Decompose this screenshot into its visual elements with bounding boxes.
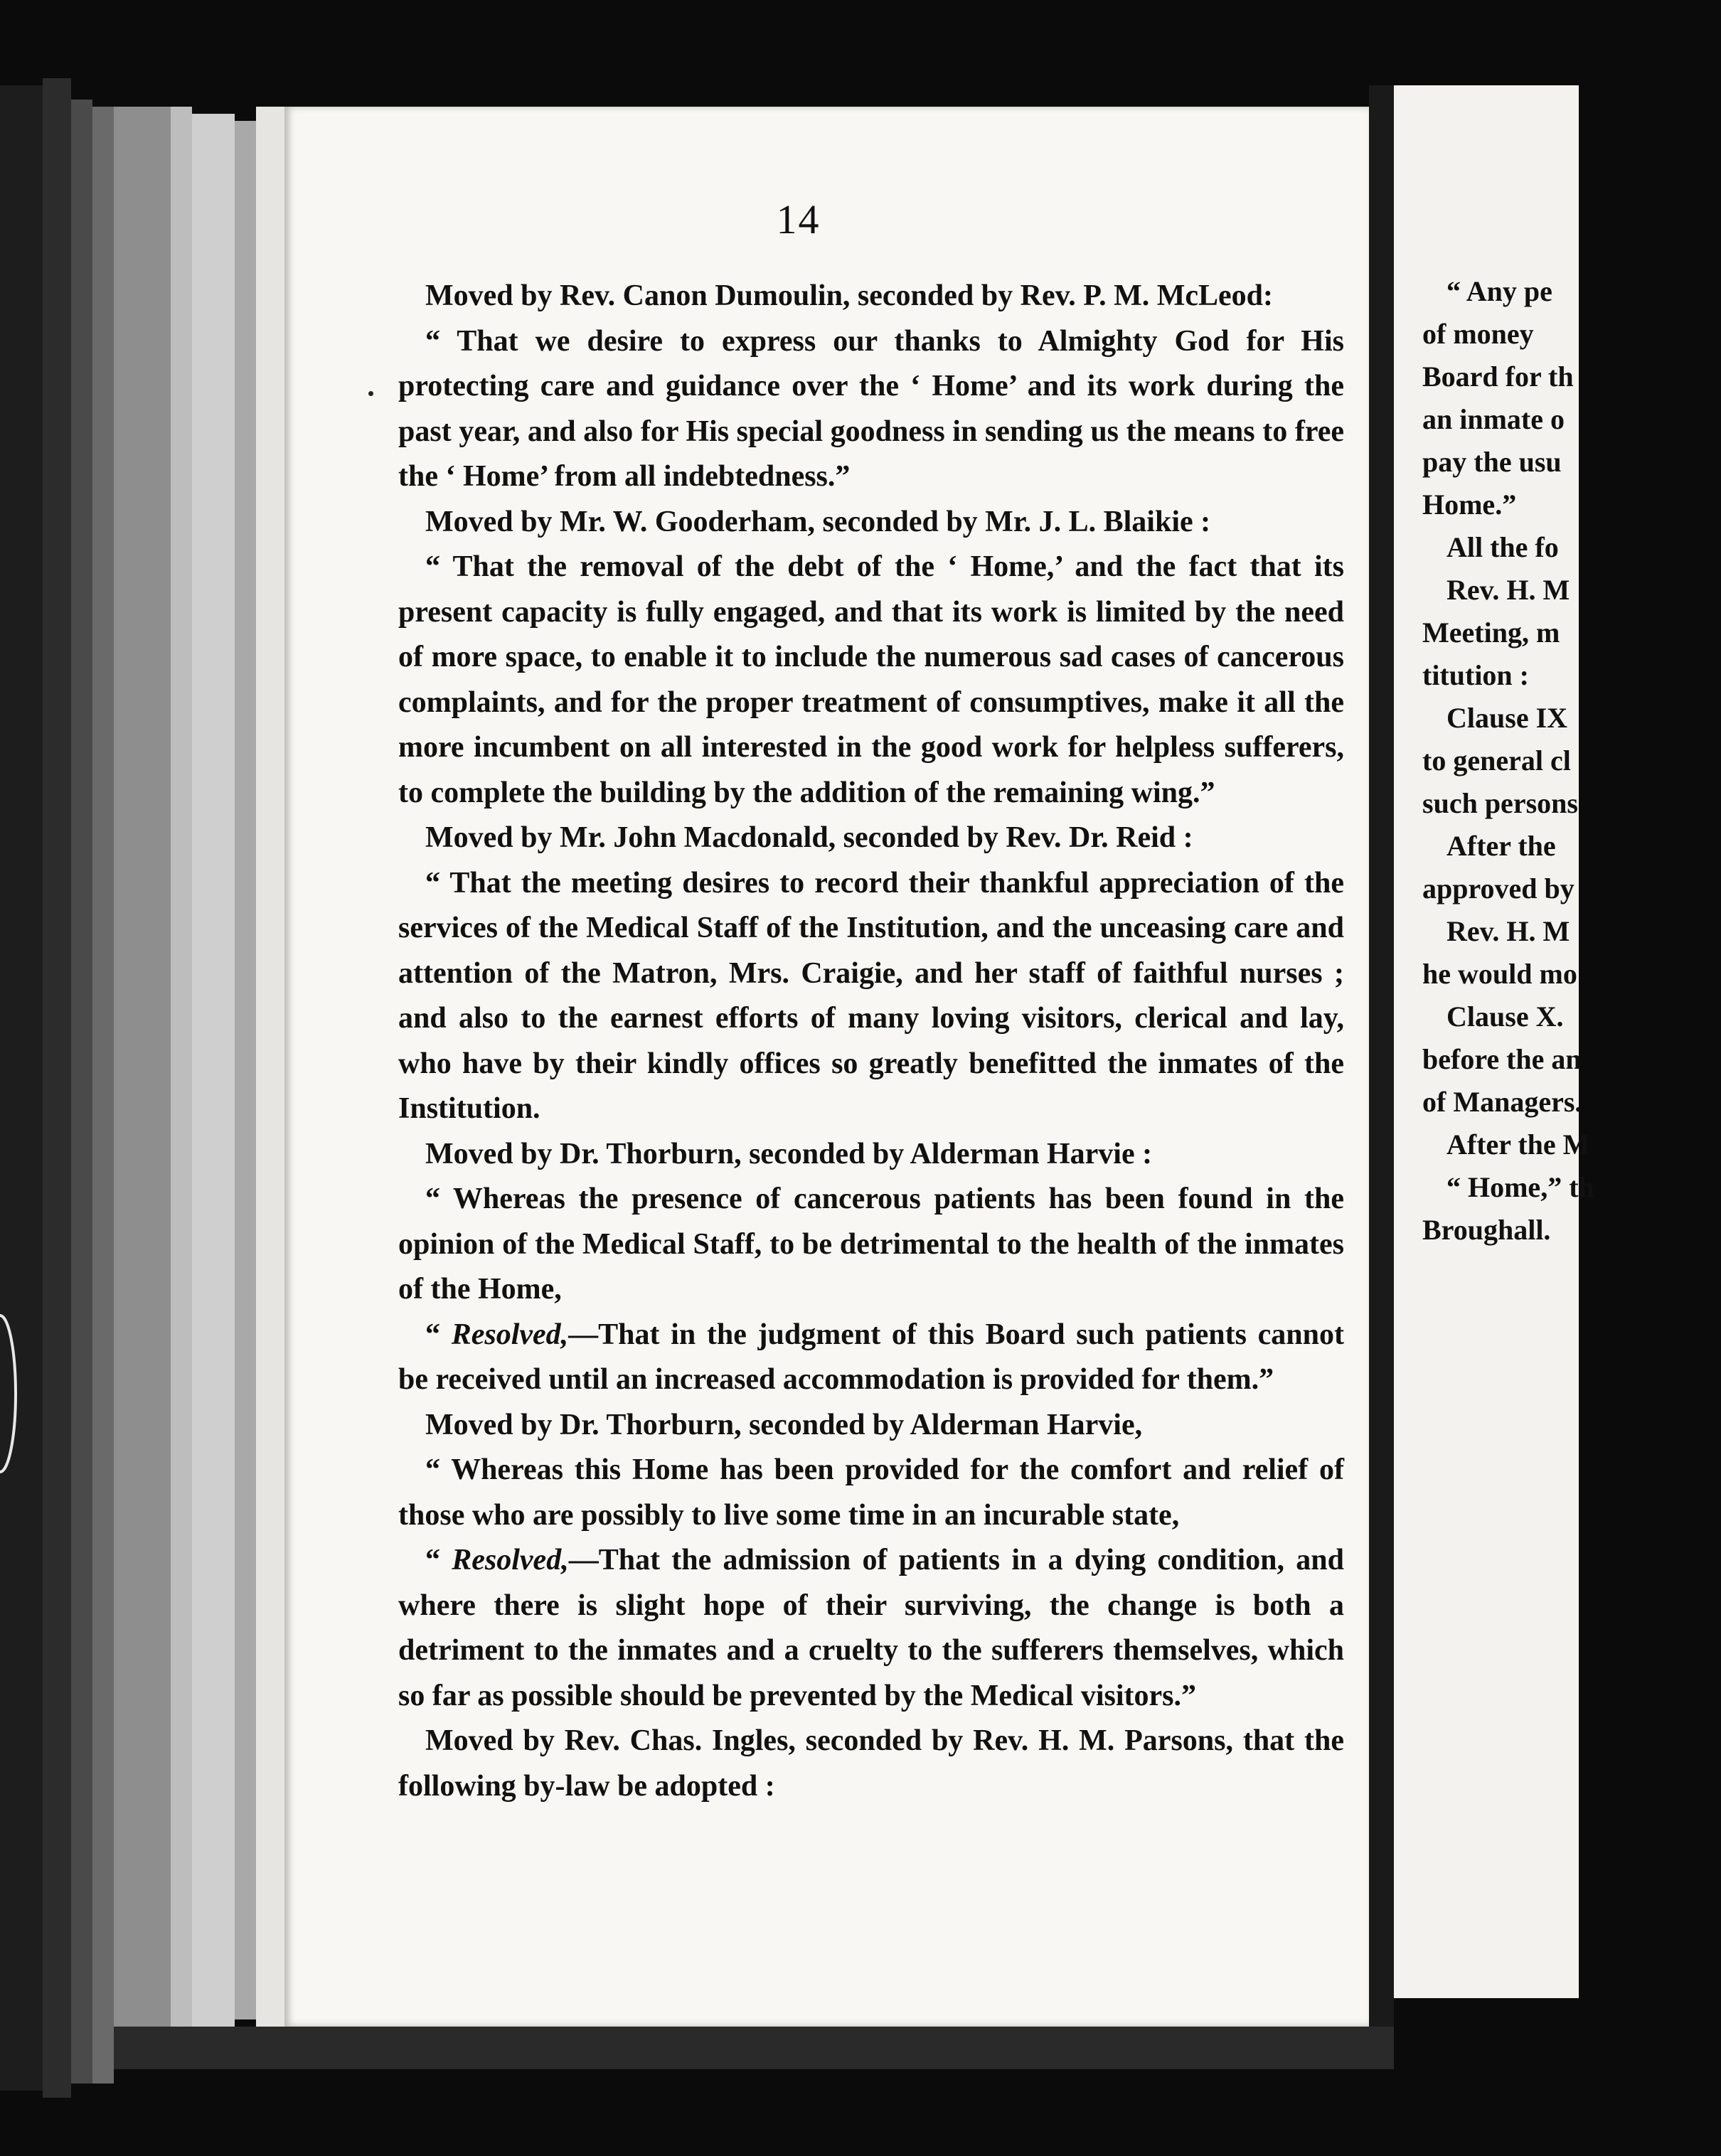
paragraph-resolution-1: “ That we desire to express our thanks to Almighty God for His protecting care and guidance over the ‘ Home’ and its work during the past year, and also for His special goodness in sending us the means to free the ‘ Home’ from all indebtedness.” [398,324,1344,493]
resolved-label: Resolved, [452,1544,569,1576]
paragraph-motion-5: Moved by Dr. Thorburn, seconded by Alderman Harvie, [425,1408,1143,1441]
right-line: Rev. H. M [1446,915,1570,947]
resolved-open-quote: “ [425,1318,452,1351]
right-line: Board for th [1422,361,1574,393]
paragraph-whereas-1: “ Whereas the presence of cancerous patients has been found in the opinion of the Medical Staff, to be detrimental to the health of the inmates of the Home, [398,1183,1344,1306]
right-book-page [1394,85,1594,1998]
right-line: titution : [1422,659,1529,691]
right-line: such persons [1422,787,1578,819]
right-line: he would mo [1422,958,1577,990]
right-line: After the M [1446,1128,1590,1160]
margin-mark [368,391,373,396]
paragraph-resolution-3: “ That the meeting desires to record their thankful appreciation of the services of the Medical Staff of the Institution, and the unceasing care and attention of the Matron, Mrs. Craigie, and her staff of faithful nurses ; and also to the earnest efforts of many loving visitors, clerical and lay, who have by their kindly offices so greatly benefitted the inmates of the Institution. [398,866,1344,1125]
page-number: 14 [776,196,821,242]
right-line: approved by [1422,872,1575,904]
right-line: Clause IX [1446,702,1568,734]
resolved-text: —That in the judgment of this Board such patients cannot be received until an increased accommodation is provided for them.” [398,1318,1345,1396]
paragraph-motion-3: Moved by Mr. John Macdonald, seconded by Rev. Dr. Reid : [425,821,1193,854]
right-line: Rev. H. M [1446,574,1570,606]
right-line: Meeting, m [1422,617,1560,649]
paragraph-motion-4: Moved by Dr. Thorburn, seconded by Alderman Harvie : [425,1137,1153,1170]
right-line: Home.” [1422,489,1517,521]
paragraph-motion-1: Moved by Rev. Canon Dumoulin, seconded by Rev. P. M. McLeod: [425,279,1274,312]
right-page-text-fragments [1422,270,1721,1252]
paragraph-resolved-2 [398,1538,1344,1719]
right-line: of money [1422,318,1534,350]
right-line: to general cl [1422,745,1571,777]
paragraph-resolved-1 [398,1313,1344,1403]
paragraph-resolution-2: “ That the removal of the debt of the ‘ Home,’ and the fact that its present capacity is fully engaged, and that its work is limited by the need of more space, to enable it to include the numerous sad cases of cancerous complaints, and for the proper treatment of consumptives, make it all the more incumbent on all interested in the good work for helpless sufferers, to complete the building by the addition of the remaining wing.” [398,550,1344,809]
right-line: Clause X. [1446,1000,1564,1032]
right-line: All the fo [1446,531,1559,563]
resolved-open-quote: “ [425,1544,452,1576]
right-line: After the [1446,830,1556,862]
right-line: Broughall. [1422,1214,1551,1246]
resolved-text: —That the admission of patients in a dying condition, and where there is slight hope of their surviving, the change is both a detriment to the inmates and a cruelty to the sufferers themselves, which so far as possible should be prevented by the Medical visitors.” [398,1544,1345,1712]
paragraph-whereas-2: “ Whereas this Home has been provided for the comfort and relief of those who are possibly to live some time in an incurable state, [398,1453,1344,1532]
right-line: an inmate o [1422,403,1565,435]
right-line: pay the usu [1422,446,1562,478]
paragraph-motion-6: Moved by Rev. Chas. Ingles, seconded by Rev. H. M. Parsons, that the following by-law be adopted : [398,1724,1344,1803]
right-line: “ Any pe [1446,275,1552,307]
paragraph-motion-2: Moved by Mr. W. Gooderham, seconded by Mr. J. L. Blaikie : [425,505,1211,538]
resolved-label: Resolved, [451,1318,569,1351]
right-line: before the an [1422,1043,1582,1075]
right-line: “ Home,” th [1446,1171,1594,1203]
left-book-page [284,107,1369,2027]
right-line: of Managers. [1422,1086,1582,1118]
page-body-text [398,274,1344,1809]
